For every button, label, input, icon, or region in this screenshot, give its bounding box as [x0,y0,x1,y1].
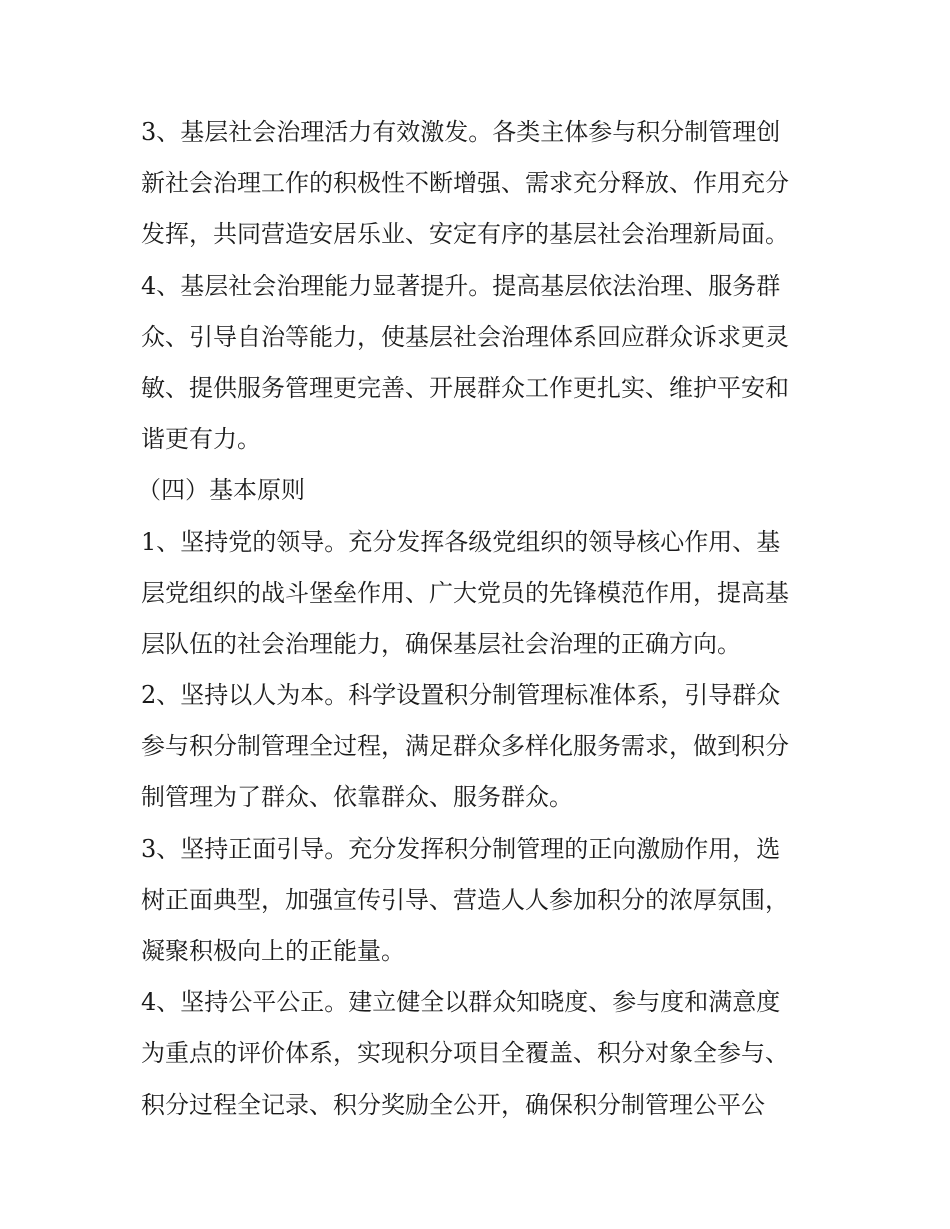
text-line: 凝聚积极向上的正能量。 [141,937,405,965]
document-body [137,107,821,1131]
text-line: 积分过程全记录、积分奖励全公开，确保积分制管理公平公 [141,1090,765,1119]
text-line: 发挥，共同营造安居乐业、安定有序的基层社会治理新局面。 [141,220,789,249]
text-line: 参与积分制管理全过程，满足群众多样化服务需求，做到积分 [141,732,789,761]
text-line: 1、坚持党的领导。充分发挥各级党组织的领导核心作用、基 [141,527,781,556]
text-line: 4、基层社会治理能力显著提升。提高基层依法治理、服务群 [141,271,781,300]
text-line: 敏、提供服务管理更完善、开展群众工作更扎实、维护平安和 [141,373,789,402]
text-line: 4、坚持公平公正。建立健全以群众知晓度、参与度和满意度 [141,988,781,1017]
text-line: 3、坚持正面引导。充分发挥积分制管理的正向激励作用，选 [141,834,781,863]
text-line: 制管理为了群众、依靠群众、服务群众。 [141,783,573,812]
text-line: 新社会治理工作的积极性不断增强、需求充分释放、作用充分 [141,169,789,198]
text-line: 为重点的评价体系，实现积分项目全覆盖、积分对象全参与、 [141,1039,789,1068]
text-line: 谐更有力。 [141,425,261,454]
section-heading: （四）基本原则 [137,476,305,505]
text-line: 众、引导自治等能力，使基层社会治理体系回应群众诉求更灵 [141,322,789,351]
text-line: 3、基层社会治理活力有效激发。各类主体参与积分制管理创 [141,118,781,146]
text-line: 树正面典型，加强宣传引导、营造人人参加积分的浓厚氛围， [141,885,789,914]
text-line: 层党组织的战斗堡垒作用、广大党员的先锋模范作用，提高基 [141,578,789,607]
text-line: 2、坚持以人为本。科学设置积分制管理标准体系，引导群众 [141,681,781,710]
text-line: 层队伍的社会治理能力，确保基层社会治理的正确方向。 [141,629,741,658]
